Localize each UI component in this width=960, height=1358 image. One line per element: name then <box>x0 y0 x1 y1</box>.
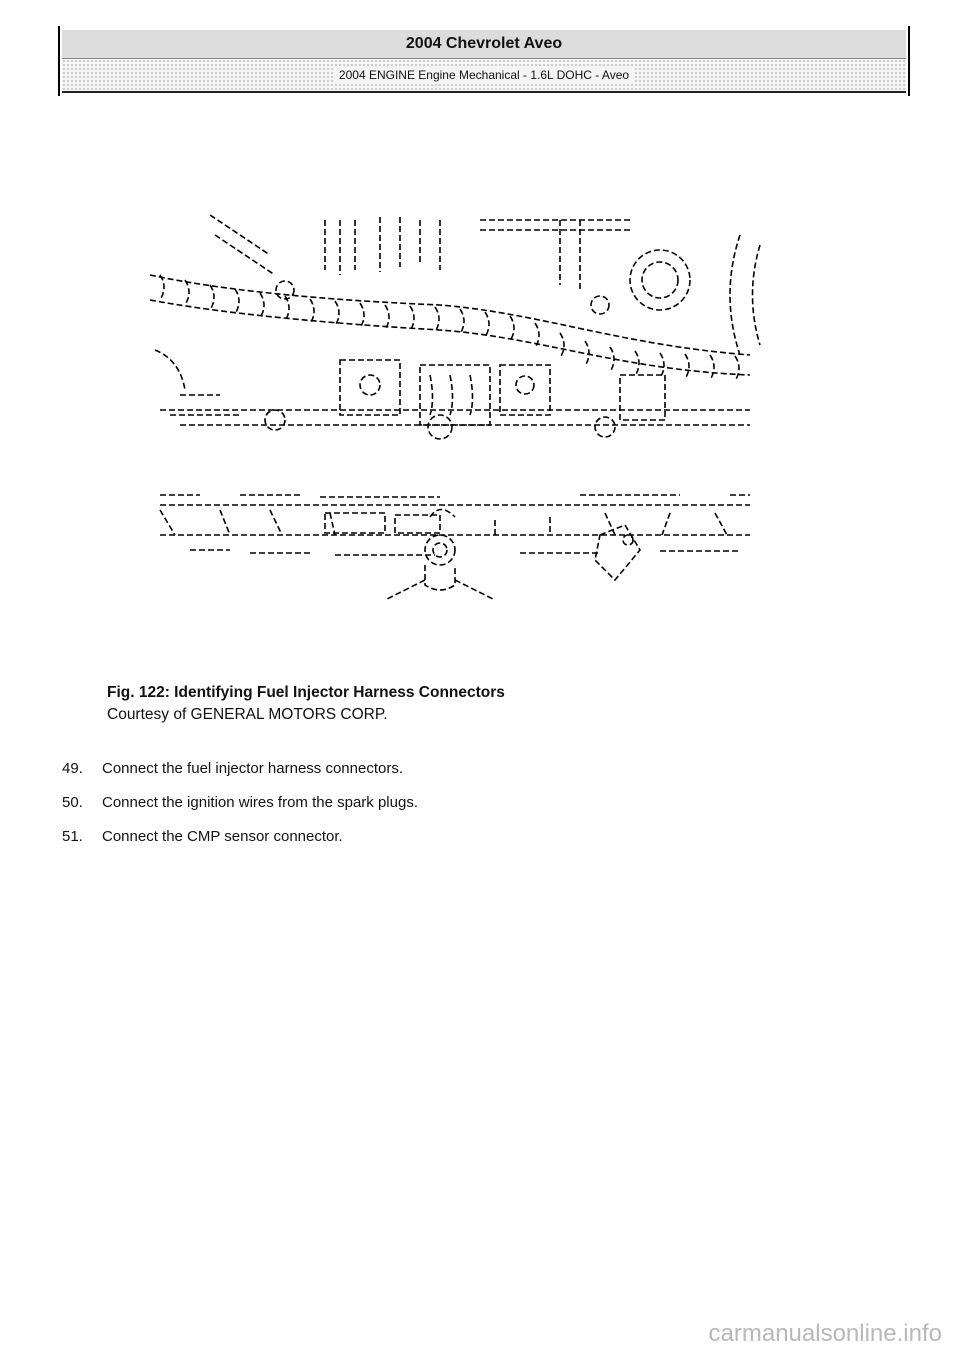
site-watermark: carmanualsonline.info <box>708 1320 942 1347</box>
figure-credit: Courtesy of GENERAL MOTORS CORP. <box>107 706 388 723</box>
document-title: 2004 Chevrolet Aveo <box>62 30 906 59</box>
step-number: 49. <box>62 760 83 777</box>
document-subtitle <box>62 59 906 93</box>
fuel-rail <box>160 495 750 600</box>
step-item <box>62 758 862 792</box>
page-header <box>58 26 910 96</box>
step-item <box>62 792 862 826</box>
figure-caption <box>107 682 807 726</box>
figure-title: Fig. 122: Identifying Fuel Injector Harness Connectors <box>107 684 505 701</box>
step-text: Connect the ignition wires from the spark plugs. <box>102 794 418 811</box>
document-subtitle-text: 2004 ENGINE Engine Mechanical - 1.6L DOHC - Aveo <box>333 68 635 82</box>
injector-assembly <box>155 215 760 439</box>
step-number: 50. <box>62 794 83 811</box>
procedure-steps <box>62 758 862 860</box>
step-item <box>62 826 862 860</box>
fuel-injector-harness-illustration <box>140 195 770 615</box>
step-text: Connect the CMP sensor connector. <box>102 828 343 845</box>
step-text: Connect the fuel injector harness connectors. <box>102 760 404 777</box>
step-number: 51. <box>62 828 83 845</box>
